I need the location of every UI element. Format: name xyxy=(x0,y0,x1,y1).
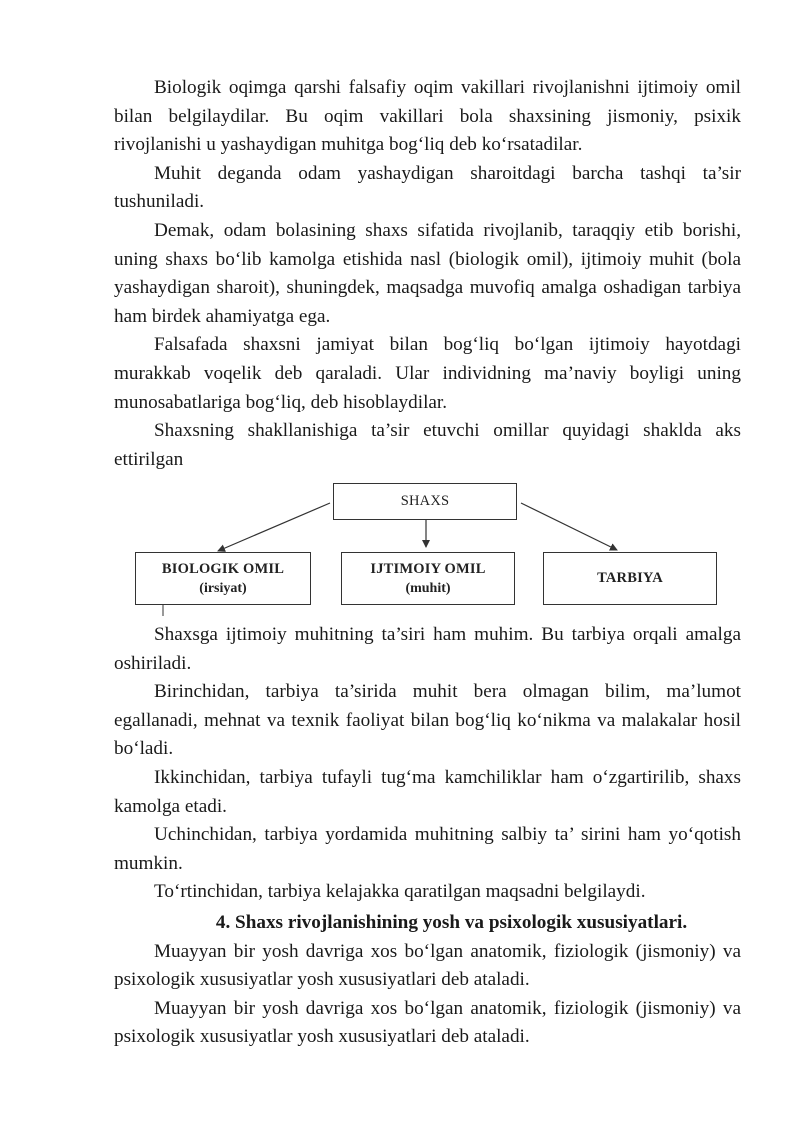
paragraph: Muhit deganda odam yashaydigan sharoitdagi barcha tashqi ta’sir tushuniladi. xyxy=(114,162,741,213)
paragraph: To‘rtinchidan, tarbiya kelajakka qaratilgan maqsadni belgilaydi. xyxy=(154,881,646,903)
paragraph: Biologik oqimga qarshi falsafiy oqim vakillari rivojlanishni ijtimoiy omil bilan belgilaydilar. Bu oqim vakillari bola shaxsining jismoniy, psixik rivojlanishi u yashaydigan muhitga bog‘liq deb ko‘rsatadilar. xyxy=(114,77,741,156)
text-block-middle xyxy=(114,621,741,1052)
biologik-omil-label: BIOLOGIK OMIL xyxy=(161,560,285,577)
paragraph: Muayyan bir yosh davriga xos bo‘lgan anatomik, fiziologik (jismoniy) va psixologik xususiyatlar yosh xususiyatlari deb ataladi. xyxy=(114,940,741,991)
paragraph: Falsafada shaxsni jamiyat bilan bog‘liq bo‘lgan ijtimoiy hayotdagi murakkab voqelik deb qaraladi. Ular individning ma’naviy boyligi uning munosabatlariga bog‘liq, deb hisoblaydilar. xyxy=(114,334,741,413)
paragraph: Uchinchidan, tarbiya yordamida muhitning salbiy ta’ sirini ham yo‘qotish mumkin. xyxy=(114,824,741,874)
paragraph: Ikkinchidan, tarbiya tufayli tug‘ma kamchiliklar ham o‘zgartirilib, shaxs kamolga etadi. xyxy=(114,766,741,817)
muhit-label: (muhit) xyxy=(405,580,451,596)
paragraph: Demak, odam bolasining shaxs sifatida rivojlanib, taraqqiy etib borishi, uning shaxs bo‘lib kamolga etishida nasl (biologik omil), ijtimoiy muhit (bola yashaydigan sharoit), shuningdek, maqsadga muvofiq amalga oshadigan tarbiya ham birdek ahamiyatga ega. xyxy=(114,219,741,327)
tarbiya-box xyxy=(543,552,717,605)
paragraph: Birinchidan, tarbiya ta’sirida muhit bera olmagan bilim, ma’lumot egallanadi, mehnat va texnik faoliyat bilan bog‘liq ko‘nikma va malakalar hosil bo‘ladi. xyxy=(114,681,741,760)
section-heading: 4. Shaxs rivojlanishining yosh va psixologik xususiyatlari. xyxy=(215,911,688,933)
shaxs-box xyxy=(333,483,517,520)
arrow-to-tarbiya xyxy=(521,503,617,550)
arrow-to-biologik xyxy=(218,503,330,551)
ijtimoiy-omil-label: IJTIMOIY OMIL xyxy=(370,560,486,577)
paragraph: Shaxsga ijtimoiy muhitning ta’siri ham muhim. Bu tarbiya orqali amalga oshiriladi. xyxy=(114,624,741,674)
ijtimoiy-omil-box xyxy=(341,552,515,605)
biologik-omil-box xyxy=(135,552,311,605)
paragraph: Shaxsning shakllanishiga ta’sir etuvchi omillar quyidagi shaklda aks ettirilgan xyxy=(114,420,741,470)
shaxs-label: SHAXS xyxy=(400,493,450,509)
tarbiya-label: TARBIYA xyxy=(597,570,663,586)
paragraph: Muayyan bir yosh davriga xos bo‘lgan anatomik, fiziologik (jismoniy) va psixologik xususiyatlar yosh xususiyatlari deb ataladi. xyxy=(114,997,741,1048)
irsiyat-label: (irsiyat) xyxy=(199,580,247,596)
